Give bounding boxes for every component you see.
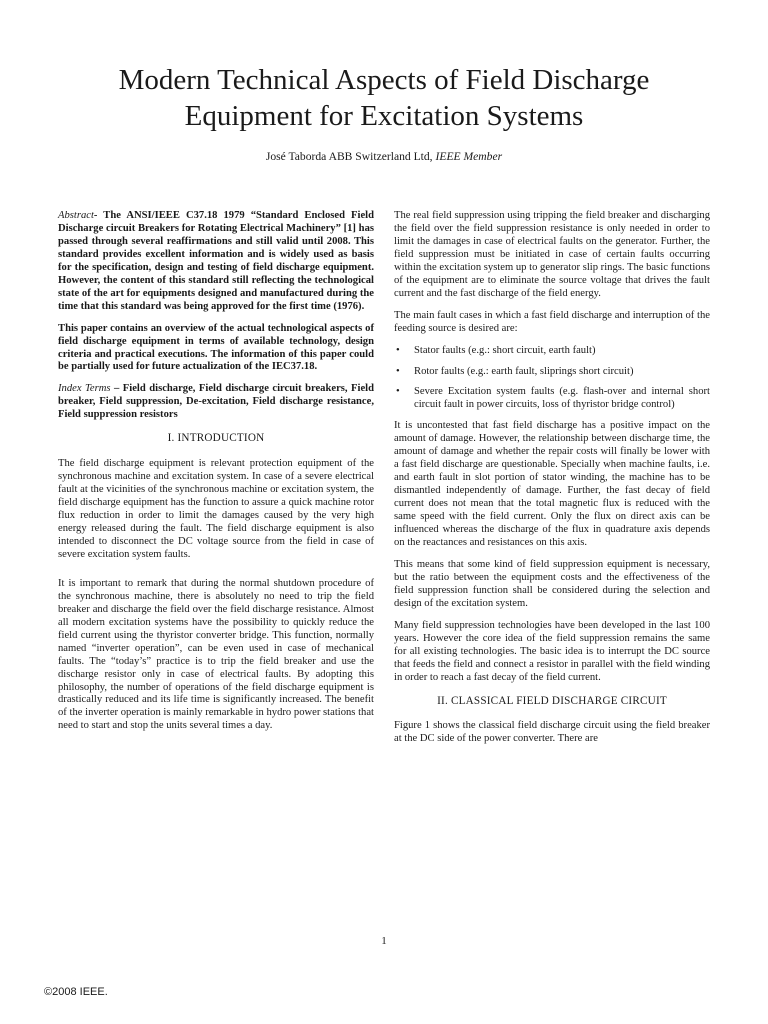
fault-case-item <box>394 386 710 412</box>
left-column <box>58 210 374 749</box>
fault-case-text: Stator faults (e.g.: short circuit, earth fault) <box>414 344 596 356</box>
right-paragraph-4: This means that some kind of field suppression equipment is necessary, but the ratio between the equipment costs and the effectiveness of the field suppression function shall be considered during the selection and design of the excitation system. <box>394 558 710 609</box>
right-paragraph-3: It is uncontested that fast field discharge has a positive impact on the amount of damage. However, the relationship between discharge time, the amount of damage and whether the repair costs will finally be lower with a fast field discharge are questionable. Specially when machine faults, i.e. and earth fault in slot portion of stator winding, the machine has to be dismantled independently of damage. Further, the fast decay of field current does not mean that the total magnetic flux is reduced with the same speed with the field current. Only the flux on direct axis can be influenced whereas the discharge of the flux in quadrature axis depends on the reactances and resistances on this axis. <box>394 420 710 548</box>
author-name: José Taborda ABB Switzerland Ltd, <box>265 150 433 163</box>
abstract <box>58 210 374 314</box>
bullet-icon: • <box>396 344 400 356</box>
right-paragraph-6: Figure 1 shows the classical field discharge circuit using the field breaker at the DC side of the power converter. There are <box>394 720 710 745</box>
fault-case-item <box>394 366 710 379</box>
right-column <box>394 210 710 755</box>
copyright-notice: ©2008 IEEE. <box>44 986 108 998</box>
introduction-paragraph-1: The field discharge equipment is relevant protection equipment of the synchronous machine and excitation system. In case of a severe electrical fault at the vicinities of the synchronous machine or excitation system, the field discharge equipment has the function to assure a quick machine rotor flux reduction in order to limit the damages caused by the very high energy released during the fault. The field discharge equipment is also intended to disconnect the DC voltage source from the field in case of severe excitation system faults. <box>58 458 374 560</box>
bullet-icon: • <box>396 365 400 377</box>
fault-cases-list <box>394 345 710 413</box>
paper-title <box>60 62 708 134</box>
abstract-text: - The ANSI/IEEE C37.18 1979 “Standard Enclosed Field Discharge circuit Breakers for Rotating Electrical Machinery” [1] has passed through several reaffirmations and still valid until 2008. This standard provides excellent information and is widely used as basis for the specification, design and testing of field discharge equipment. However, the content of this standard still reflecting the technological state of the art for equipments designed and manufactured during the time that this standard was being approved for the first time (1976). <box>58 210 374 312</box>
fault-case-item <box>394 345 710 358</box>
introduction-paragraph-2: It is important to remark that during the normal shutdown procedure of the synchronous machine, there is absolutely no need to trip the field breaker and discharge the field over the field discharge resistance. Almost all modern excitation systems have the possibility to quickly reduce the field current using the thyristor converter bridge. This function, normally named “inverter operation”, can be even used in case of mechanical faults. The “today’s” practice is to trip the field breaker and use the discharge resistor only in case of electrical faults. By adopting this philosophy, the number of operations of the field discharge equipment is drastically reduced and its life time is significantly increased. The benefit of the inverter operation is mainly remarkable in hydro power stations that need to start and stop the units several times a day. <box>58 577 374 732</box>
author-role: IEEE Member <box>435 150 503 163</box>
abstract-paragraph-2: This paper contains an overview of the actual technological aspects of field discharge equipment in terms of available technology, design criteria and practical executions. The information of this paper could be partially used for future actualization of the IEC37.18. <box>58 322 374 373</box>
right-paragraph-5: Many field suppression technologies have been developed in the last 100 years. However the core idea of the field suppression remains the same for all existing technologies. The basic idea is to interrupt the DC source that feeds the field and connect a resistor in parallel with the field winding in order to reach a fast decay of the field current. <box>394 619 710 683</box>
index-terms-label: Index Terms <box>58 383 111 395</box>
index-terms <box>58 383 374 422</box>
fault-case-text: Severe Excitation system faults (e.g. flash-over and internal short circuit fault in power circuits, loss of thyristor bridge control) <box>414 386 710 411</box>
fault-case-text: Rotor faults (e.g.: earth fault, sliprings short circuit) <box>414 365 634 377</box>
page-number: 1 <box>381 935 387 947</box>
introduction-body <box>58 458 374 733</box>
title-line-1: Modern Technical Aspects of Field Discharge <box>118 64 650 96</box>
author-line <box>60 150 708 164</box>
section-heading-classical-circuit: II. CLASSICAL FIELD DISCHARGE CIRCUIT <box>437 694 667 707</box>
index-terms-text: – Field discharge, Field discharge circuit breakers, Field breaker, Field suppression, De-excitation, Field discharge resistance, Field suppression resistors <box>58 383 374 421</box>
title-line-2: Equipment for Excitation Systems <box>184 100 584 132</box>
section-heading-introduction: I. INTRODUCTION <box>167 432 265 445</box>
bullet-icon: • <box>396 386 400 398</box>
right-paragraph-1: The real field suppression using tripping the field breaker and discharging the field over the field suppression resistance is only needed in order to limit the damages in case of electrical faults on the generator. Further, the field suppression must be initiated in case of certain faults occurring within the excitation system up to generator slip rings. The basic functions of the equipment are to eliminate the source voltage that drives the fault current and the fast discharge of the field energy. <box>394 210 710 299</box>
abstract-label: Abstract <box>58 210 94 221</box>
right-paragraph-2: The main fault cases in which a fast field discharge and interruption of the feeding source is desired are: <box>394 309 710 334</box>
